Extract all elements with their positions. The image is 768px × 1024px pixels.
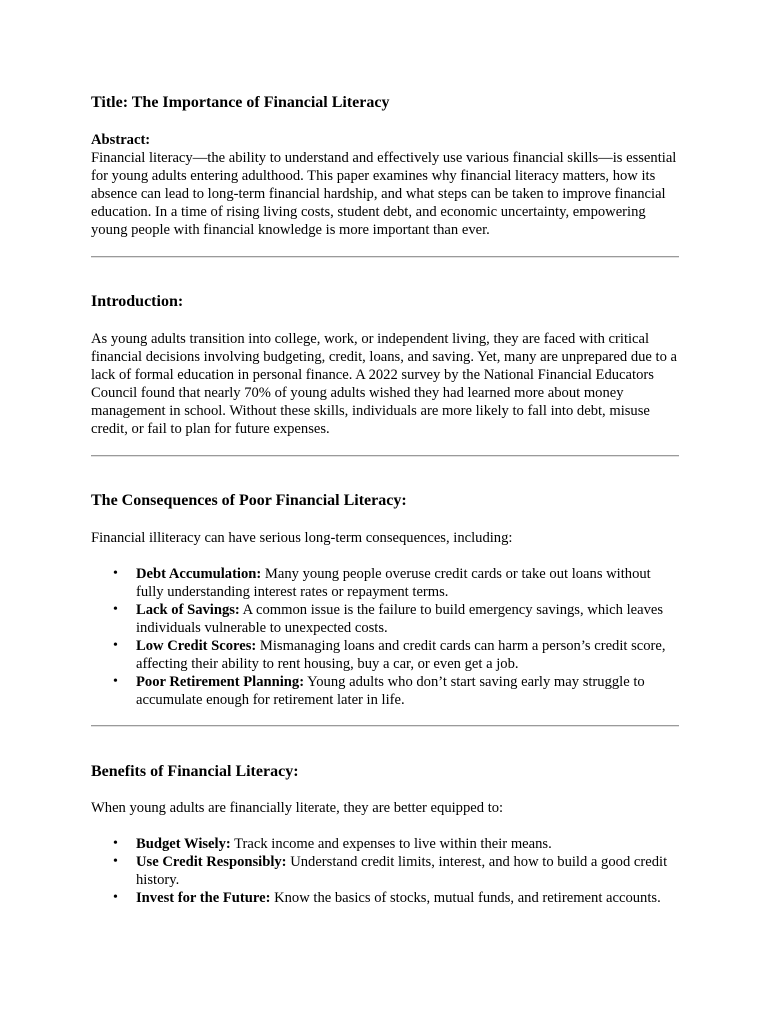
benefits-list [91, 835, 679, 907]
list-item-text: A common issue is the failure to build emergency savings, which leaves individuals vulnerable to unexpected costs. [136, 602, 664, 636]
bullet-icon: • [113, 638, 118, 653]
section-divider [91, 256, 679, 258]
consequences-list [91, 565, 679, 709]
list-item-term: Budget Wisely: [136, 836, 231, 852]
list-item-text: Many young people overuse credit cards or take out loans without fully understanding interest rates or repayment terms. [136, 566, 651, 600]
bullet-icon: • [113, 674, 118, 689]
list-item-term: Debt Accumulation: [136, 566, 262, 582]
list-item-text: Track income and expenses to live within their means. [230, 836, 552, 852]
benefits-intro: When young adults are financially literate, they are better equipped to: [91, 800, 504, 816]
list-item [91, 601, 679, 637]
bullet-icon: • [113, 854, 118, 869]
document-title: Title: The Importance of Financial Literacy [91, 94, 390, 111]
list-item-text: Young adults who don’t start saving early may struggle to accumulate enough for retirement later in life. [136, 674, 645, 708]
bullet-icon: • [113, 836, 118, 851]
list-item-term: Use Credit Responsibly: [136, 854, 287, 870]
section-divider [91, 725, 679, 727]
introduction-heading: Introduction: [91, 293, 184, 310]
abstract-label: Abstract: [91, 132, 151, 148]
list-item [91, 889, 679, 907]
consequences-intro: Financial illiteracy can have serious long-term consequences, including: [91, 530, 513, 546]
list-item [91, 565, 679, 601]
list-item-term: Lack of Savings: [136, 602, 240, 618]
bullet-icon: • [113, 566, 118, 581]
list-item-term: Low Credit Scores: [136, 638, 257, 654]
list-item-text: Understand credit limits, interest, and how to build a good credit history. [136, 854, 668, 888]
bullet-icon: • [113, 890, 118, 905]
list-item [91, 853, 679, 889]
list-item [91, 637, 679, 673]
bullet-icon: • [113, 602, 118, 617]
consequences-heading: The Consequences of Poor Financial Literacy: [91, 492, 407, 509]
introduction-text: As young adults transition into college, work, or independent living, they are faced with critical financial decisions involving budgeting, credit, loans, and saving. Yet, many are unprepared due to a lack of formal education in personal finance. A 2022 survey by the National Financial Educators Council found that nearly 70% of young adults wished they had learned more about money management in school. Without these skills, individuals are more likely to fall into debt, misuse credit, or fail to plan for future expenses. [91, 331, 678, 437]
list-item-term: Invest for the Future: [136, 890, 271, 906]
list-item [91, 673, 679, 709]
section-divider [91, 455, 679, 457]
list-item-text: Mismanaging loans and credit cards can harm a person’s credit score, affecting their ability to rent housing, buy a car, or even get a job. [136, 638, 666, 672]
list-item-text: Know the basics of stocks, mutual funds, and retirement accounts. [270, 890, 661, 906]
benefits-heading: Benefits of Financial Literacy: [91, 763, 299, 780]
list-item [91, 835, 679, 853]
list-item-term: Poor Retirement Planning: [136, 674, 305, 690]
abstract-text: Financial literacy—the ability to understand and effectively use various financial skills—is essential for young adults entering adulthood. This paper examines why financial literacy matters, how its absence can lead to long-term financial hardship, and what steps can be taken to improve financial education. In a time of rising living costs, student debt, and economic uncertainty, empowering young people with financial knowledge is more important than ever. [91, 150, 677, 238]
